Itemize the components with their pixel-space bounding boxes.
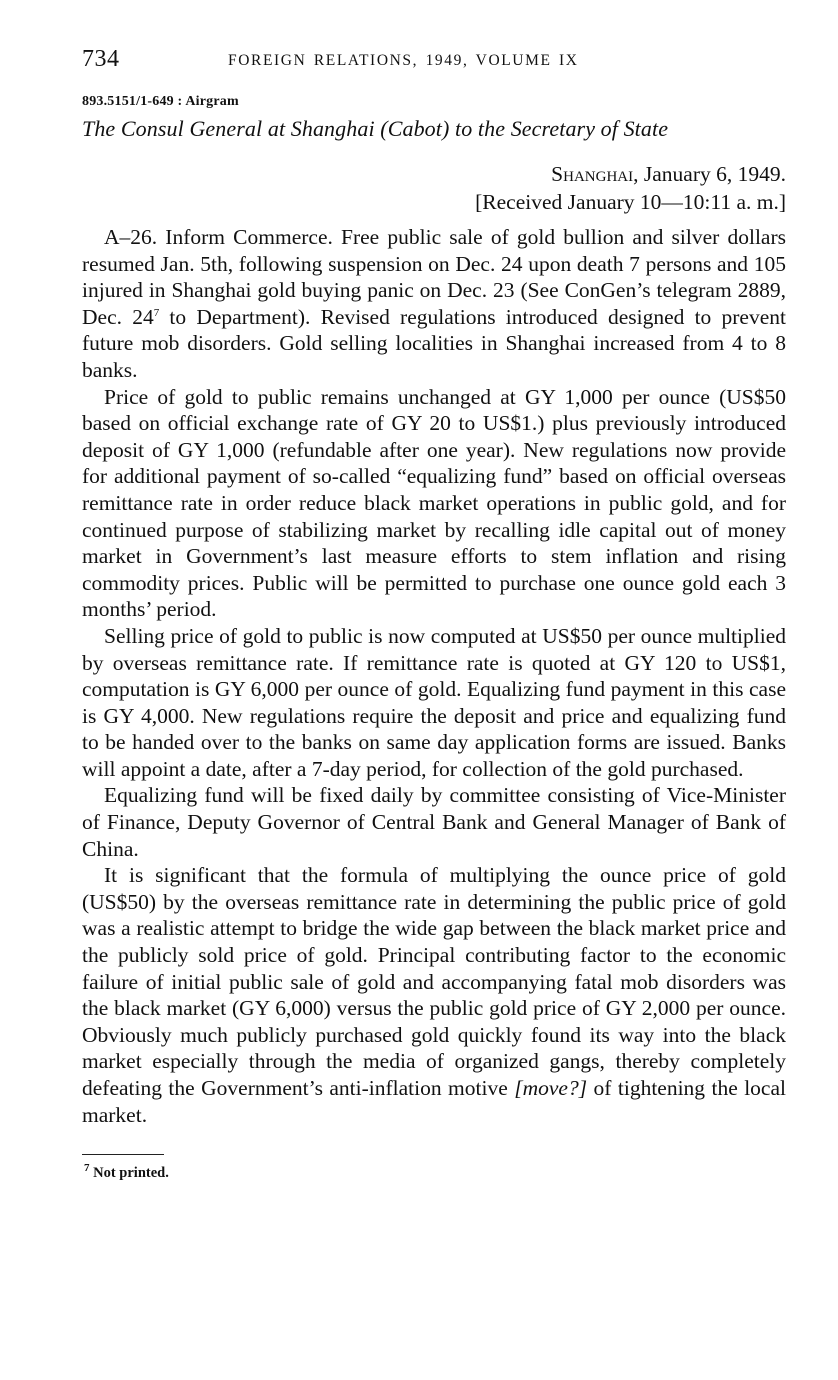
footnote-reference: 7 bbox=[153, 306, 160, 319]
airgram-body bbox=[82, 224, 786, 1128]
paragraph-3: Selling price of gold to public is now computed at US$50 per ounce multiplied by overseas remittance rate. If remittance rate is quoted at GY 120 to US$1, computation is GY 6,000 per ounce of gold. Equalizing fund payment in this case is GY 4,000. New regulations require the deposit and price and equalizing fund to be handed over to the banks on same day application forms are issued. Banks will appoint a date, after a 7-day period, for collection of the gold purchased. bbox=[82, 623, 786, 781]
document-page bbox=[82, 44, 786, 1182]
running-header bbox=[82, 44, 786, 78]
footnote-marker: 7 bbox=[84, 1162, 90, 1175]
running-title: FOREIGN RELATIONS, 1949, VOLUME IX bbox=[228, 52, 579, 69]
dateline bbox=[82, 160, 786, 216]
paragraph-5 bbox=[82, 862, 786, 1128]
document-title: The Consul General at Shanghai (Cabot) to the Secretary of State bbox=[82, 116, 669, 141]
paragraph-4: Equalizing fund will be fixed daily by committee consisting of Vice-Minister of Finance, Deputy Governor of Central Bank and General Manager of Bank of China. bbox=[82, 783, 786, 861]
file-reference: 893.5151/1-649 : Airgram bbox=[82, 94, 239, 109]
dateline-place-date bbox=[82, 160, 786, 188]
footnote-divider bbox=[82, 1154, 164, 1155]
received-note: [Received January 10—10:11 a. m.] bbox=[475, 190, 786, 214]
paragraph-1 bbox=[82, 224, 786, 384]
dateline-date: , January 6, 1949. bbox=[633, 162, 786, 186]
footnote-text: Not printed. bbox=[89, 1165, 169, 1182]
paragraph-1-text-a: A–26. Inform Commerce. Free public sale of gold bullion and silver dollars resumed Jan. 5th, following suspension on Dec. 24 upon death 7 persons and 105 injured in Shanghai gold buying panic on Dec. 23 (See ConGen’s telegram 2889, Dec. 24 bbox=[82, 225, 786, 329]
footnote bbox=[82, 1162, 786, 1182]
paragraph-5-text-a: It is significant that the formula of multiplying the ounce price of gold (US$50) by the overseas remittance rate in determining the public price of gold was a realistic attempt to bridge the wide gap between the black market price and the publicly sold price of gold. Principal contributing factor to the economic failure of initial public sale of gold and accompanying fatal mob disorders was the black market (GY 6,000) versus the public gold price of GY 2,000 per ounce. Obviously much publicly purchased gold quickly found its way into the black market especially through the media of organized gangs, thereby completely defeating the Government’s anti-inflation motive bbox=[82, 863, 786, 1100]
paragraph-5-text-b: of tightening the local market. bbox=[82, 1076, 786, 1127]
dateline-place: Shanghai bbox=[551, 162, 634, 186]
editorial-insertion: [move?] bbox=[514, 1076, 588, 1100]
page-number: 734 bbox=[82, 46, 120, 72]
paragraph-2: Price of gold to public remains unchanged at GY 1,000 per ounce (US$50 based on official exchange rate of GY 20 to US$1.) plus previously introduced deposit of GY 1,000 (refundable after one year). New regulations now provide for additional payment of so-called “equalizing fund” based on official overseas remittance rate in order reduce black market operations in public gold, and for continued purpose of stabilizing market by recalling idle capital out of money market in Government’s last measure efforts to stem inflation and rising commodity prices. Public will be permitted to purchase one ounce gold each 3 months’ period. bbox=[82, 384, 786, 622]
paragraph-1-text-b: to Department). Revised regulations introduced designed to prevent future mob disorders. Gold selling localities in Shanghai increased from 4 to 8 banks. bbox=[82, 304, 786, 382]
